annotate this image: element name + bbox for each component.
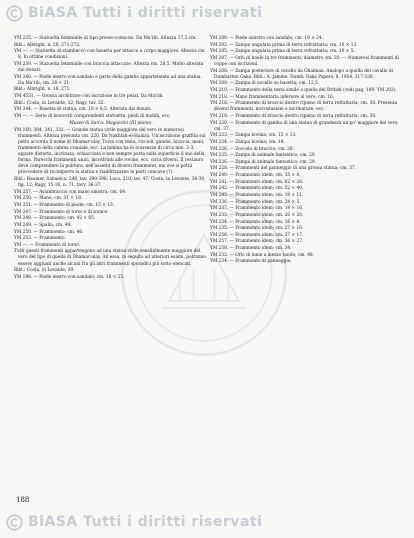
catalog-entry: YM 235. — Frammento idem; cm. 27 × 16. <box>210 226 304 232</box>
catalog-entry: YM 244. — Basetta di statua; cm. 10 × 8,5. Alterata dai donati. <box>14 107 152 113</box>
catalog-entry: YM 223. — Zampa bovina; cm. 15 × 13. <box>210 133 297 139</box>
catalog-entry: YM 257. — Avambraccio con mano sinistra; cm. 64. <box>14 189 127 195</box>
right-column <box>210 36 402 266</box>
catalog-entry: Bibl.: Albright, n. 20, 271-272. <box>14 42 81 48</box>
catalog-entry: YM 258. — Frammento idem; cm. 34. <box>210 246 292 252</box>
catalog-entry: YM 250. — Frammento; cm. 46. <box>14 229 84 235</box>
catalog-entry: YM 226. — Zoccolo di braccio; cm. 26. <box>210 146 294 152</box>
copyright-icon <box>6 5 23 22</box>
watermark-top-text: BiASA Tutti i diritti riservati <box>28 5 263 21</box>
catalog-entry: YM 209. — Zampa di uccello su basetta; cm. 12,5. <box>210 81 320 87</box>
catalog-entry: YM 236. — Frammento idem; cm. 24 × 5. <box>210 199 301 205</box>
catalog-entry: YM 247. — Frammento di torso e di torace. <box>14 209 109 215</box>
left-column <box>14 36 208 281</box>
catalog-entry: YM 249. — Spalla; cm. 49. <box>14 222 72 228</box>
catalog-entry: YM 200. — Piede sinistro con sandalo; cm. 19 × 24. <box>210 36 323 41</box>
catalog-entry: YM 234. — Frammento idem; cm. 16 × 8. <box>210 219 301 225</box>
catalog-entry: YM 198. — Piede destro con sandalo; cm. 18 × 25. <box>14 274 125 280</box>
catalog-entry: YM 220. — Frammento di gamba di una statua di grandezza un po' maggiore del vero; cm. 37. <box>210 120 399 132</box>
catalog-entry: YM 218. — Mano frammentaria inferiore al vero; cm. 16. <box>210 94 335 100</box>
catalog-entry: YM 207. — Orlo di baule in tre frammenti; diametro cm. 20. — Numerosi frammenti di coppe con iscrizioni. <box>210 55 399 67</box>
catalog-entry: YM 160, 384, 241, 332. — Grande statua virile maggiore del vero in numerosi frammenti. Altezza presunta cm. 220. Da Nakhlah-el-Hamra. Un'iscrizione graffita sul petto accorda il nome di Dhamar-alay. Torso con testa, riccioli, gambe, braccia, mani, frammenti della catena craniale, ecc. La lamina ha le scarsezze di circa mm. 2-3, appare distorta, incrinata, schiacciata e non sempre porta sulla superficie il suo della forma. Parecchi frammenti unici, incostruiti alle rovine, ecc. circa diversi. Il restauro deve comprendere la pulitura, nell'assetto di diversi frammenti, ma ove si potrà provvedere di ricomporre la statua e riaddrizzarne le parti concave (?). <box>14 128 206 176</box>
watermark-top <box>6 3 262 23</box>
catalog-entry: YM 234. — Frammento di panneggio. <box>210 259 292 265</box>
catalog-entry: YM 224. — Zampa bovina; cm. 18. <box>210 139 285 145</box>
catalog-entry: YM —. — Frammento di torso. <box>14 242 80 248</box>
catalog-entry: YM —. — Statuetta di stambecco con basetta per attacco a corpo maggiore. Altezza cm 8. In ottime condizioni. <box>14 49 205 61</box>
catalog-entry: YM 4531. — Grossa architrave con iscrizione in tre pezzi. Da Ma'rib. <box>14 93 164 99</box>
catalog-entry: YM 241. — Frammento idem; cm. 62 × 26. <box>210 179 304 185</box>
copyright-icon <box>6 514 23 531</box>
catalog-entry: YM 248. — Frammento; cm. 42 × 65. <box>14 216 96 222</box>
catalog-entry: YM 239. — Statuetta femminile con braccia attaccate. Altezza cm. 28,5. Molto alterata dai donati. <box>14 61 204 74</box>
catalog-entry: YM 253. — Frammento. <box>14 236 66 242</box>
catalog-entry: Bibl.: Costa, in Levante, 39. <box>14 268 75 274</box>
section-heading: Museo di Sun'a: Magazzini (III piano). <box>69 120 153 126</box>
page-number: 188 <box>16 496 30 504</box>
catalog-entry: YM 256. — Frammento idem; cm. 37 × 17. <box>210 232 304 238</box>
catalog-entry: YM 240. — Piede destro con sandalo e parte della gamba appartenente ad una statua. Da Ma'rib; cm. 26 × 21. <box>14 74 202 86</box>
catalog-entry: YM 243. — Frammento idem; cm. 19 × 11. <box>210 193 304 198</box>
catalog-entry: YM 232. — Orlo di lume a mezzo tondo; cm. 48. <box>210 252 315 258</box>
catalog-entry: YM 240. — Frammento idem; cm. 35 × 8. <box>210 173 301 179</box>
catalog-entry: YM 202. — Zampe ungulata prima di terra refrattaria; cm. 10 × 13. <box>210 42 358 48</box>
catalog-entry: YM 242. — Frammento idem; cm. 52 × 40. <box>210 186 304 192</box>
watermark-bottom-text: BiASA Tutti i diritti riservati <box>28 514 263 530</box>
catalog-entry: YM 251. — Frammento di piede; cm. 15 × 13. <box>14 202 115 208</box>
catalog-entry: YM 218. — Frammento di braccio destro ripieno di terra refrattaria; cm. 30. Presenta diversi frammenti, incrostazioni e incrinature, ecc. <box>210 101 398 113</box>
catalog-entry: YM 228. — Frammenti del panneggio di una grossa statua; cm. 37. <box>210 166 357 172</box>
catalog-entry: YM 205. — Zampe ungulata prima di terra refrattaria; cm. 10 × 5. <box>210 49 355 55</box>
catalog-entry: Bibl.: Raumer, Sabaeica, 246, tav. 390-396; Luca, 210, tav. 47; Costa, in Levante, 38-39, fig. 12; Ragy, 15-16, n. 71, tavv. 36-37. <box>14 176 206 189</box>
catalog-entry: YM —. — Serie di leoncetti comprendenti statuette, piedi di mobili, ecc. <box>14 113 171 119</box>
catalog-entry: YM 225. — Zampa di animale fantastico; cm. 29. <box>210 153 316 159</box>
catalog-entry: YM 257. — Frammento idem; cm. 36 × 27. <box>210 239 304 245</box>
catalog-entry: YM 235. — Statuetta femminile di tipo presso-coma-no. Da Ma'rib. Altezza 17,5 cm. <box>14 36 197 41</box>
catalog-entry: Tutti questi frammenti appartengono ad una statua virile sensibilmente maggiore del vero del tipo di quella di Dhamar-alay. Ad essa, in seguito ad ulteriori esami, potranno essere aggiunti anche alcuni fra gli altri frammenti sporadici più sotto elencati. <box>14 249 207 267</box>
catalog-entry: YM 219. — Frammento di braccio destro ripieno di terra refrattaria; cm. 30. <box>210 113 377 119</box>
catalog-entry: Bibl.: Costa, in Levante, 32; Ragy, tav. 32. <box>14 100 105 106</box>
catalog-entry: YM 226. — Zampa di animale fantastico; cm. 29. <box>210 159 316 165</box>
catalog-entry: YM 237. — Frammento idem; cm. 14 × 16. <box>210 206 304 212</box>
watermark-bottom <box>6 512 262 532</box>
catalog-entry: YM 233. — Frammento idem; cm. 20 × 20. <box>210 212 304 218</box>
catalog-entry: Bibl.: Albright, n. 18, 271. <box>14 87 71 93</box>
catalog-entry: YM 208. — Zampa posteriore di cavallo da Ghaiman. Analogo a quella del cavallo di Dumbarton Oaks. Bibl.: A. Jamme, Dumb. Oaks Papers, 8, 1954, 317-330. <box>210 68 393 80</box>
catalog-entry: YM 250. — Mano; cm. 31 × 18. <box>14 196 83 202</box>
catalog-entry: YM 210. — Frammento della testa simile a quella del British (vedi pag. 189, YM 202). <box>210 87 397 93</box>
